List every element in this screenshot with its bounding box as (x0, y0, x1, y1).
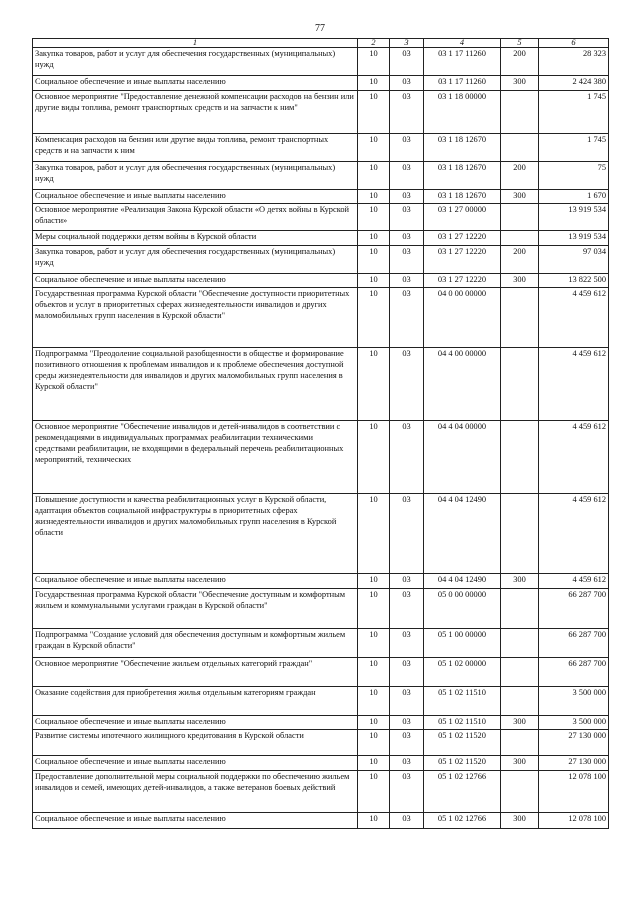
table-row (33, 91, 609, 134)
row-name: Повышение доступности и качества реабилитационных услуг в Курской области, адаптация объектов социальной инфраструктуры в приоритетных сферах жизнедеятельности инвалидов и других маломобильных групп населения в Курской области (33, 494, 358, 574)
subsection-code: 03 (390, 162, 424, 190)
table-row (33, 48, 609, 76)
target-article-code: 04 0 00 00000 (424, 288, 501, 348)
target-article-code: 05 1 02 11520 (424, 756, 501, 771)
expense-type-code (501, 204, 539, 231)
subsection-code: 03 (390, 494, 424, 574)
target-article-code: 05 1 02 11510 (424, 716, 501, 730)
target-article-code: 03 1 18 12670 (424, 134, 501, 162)
section-code: 10 (358, 756, 390, 771)
table-row (33, 348, 609, 421)
amount: 12 078 100 (539, 813, 609, 829)
column-number: 1 (33, 39, 358, 48)
row-name: Основное мероприятие «Реализация Закона Курской области «О детях войны в Курской области» (33, 204, 358, 231)
expense-type-code: 200 (501, 48, 539, 76)
section-code: 10 (358, 771, 390, 813)
amount: 27 130 000 (539, 756, 609, 771)
target-article-code: 04 4 04 12490 (424, 574, 501, 589)
expense-type-code: 200 (501, 162, 539, 190)
section-code: 10 (358, 246, 390, 274)
section-code: 10 (358, 274, 390, 288)
table-row (33, 730, 609, 756)
subsection-code: 03 (390, 246, 424, 274)
section-code: 10 (358, 48, 390, 76)
table-row (33, 687, 609, 716)
table-row (33, 494, 609, 574)
expense-type-code (501, 589, 539, 629)
subsection-code: 03 (390, 716, 424, 730)
subsection-code: 03 (390, 421, 424, 494)
expense-type-code (501, 494, 539, 574)
page-number: 77 (315, 23, 325, 34)
amount: 66 287 700 (539, 629, 609, 658)
amount: 1 745 (539, 134, 609, 162)
section-code: 10 (358, 421, 390, 494)
expense-type-code (501, 348, 539, 421)
table-row (33, 134, 609, 162)
section-code: 10 (358, 162, 390, 190)
row-name: Социальное обеспечение и иные выплаты населению (33, 574, 358, 589)
amount: 4 459 612 (539, 574, 609, 589)
amount: 4 459 612 (539, 348, 609, 421)
section-code: 10 (358, 629, 390, 658)
row-name: Основное мероприятие "Обеспечение жильем отдельных категорий граждан" (33, 658, 358, 687)
expense-type-code: 300 (501, 813, 539, 829)
column-number-row (33, 39, 609, 48)
subsection-code: 03 (390, 204, 424, 231)
amount: 4 459 612 (539, 421, 609, 494)
table-row (33, 190, 609, 204)
column-number: 2 (358, 39, 390, 48)
section-code: 10 (358, 204, 390, 231)
section-code: 10 (358, 134, 390, 162)
table-row (33, 658, 609, 687)
row-name: Основное мероприятие "Предоставление денежной компенсации расходов на бензин или другие виды топлива, ремонт транспортных средств и на запчасти к ним" (33, 91, 358, 134)
section-code: 10 (358, 716, 390, 730)
expense-type-code (501, 91, 539, 134)
subsection-code: 03 (390, 288, 424, 348)
amount: 3 500 000 (539, 687, 609, 716)
expense-type-code (501, 231, 539, 246)
section-code: 10 (358, 658, 390, 687)
target-article-code: 03 1 27 12220 (424, 274, 501, 288)
table-row (33, 716, 609, 730)
amount: 28 323 (539, 48, 609, 76)
table-row (33, 76, 609, 91)
target-article-code: 05 1 02 00000 (424, 658, 501, 687)
column-number: 5 (501, 39, 539, 48)
table-row (33, 574, 609, 589)
amount: 13 919 534 (539, 204, 609, 231)
section-code: 10 (358, 190, 390, 204)
subsection-code: 03 (390, 574, 424, 589)
subsection-code: 03 (390, 190, 424, 204)
amount: 2 424 380 (539, 76, 609, 91)
amount: 3 500 000 (539, 716, 609, 730)
target-article-code: 03 1 18 00000 (424, 91, 501, 134)
expense-type-code (501, 730, 539, 756)
subsection-code: 03 (390, 91, 424, 134)
section-code: 10 (358, 76, 390, 91)
subsection-code: 03 (390, 658, 424, 687)
target-article-code: 04 4 00 00000 (424, 348, 501, 421)
target-article-code: 03 1 27 00000 (424, 204, 501, 231)
subsection-code: 03 (390, 274, 424, 288)
target-article-code: 05 1 02 11520 (424, 730, 501, 756)
section-code: 10 (358, 494, 390, 574)
target-article-code: 05 0 00 00000 (424, 589, 501, 629)
section-code: 10 (358, 288, 390, 348)
table-row (33, 274, 609, 288)
amount: 97 034 (539, 246, 609, 274)
table-row (33, 204, 609, 231)
subsection-code: 03 (390, 813, 424, 829)
row-name: Подпрограмма "Преодоление социальной разобщенности в обществе и формирование позитивного отношения к проблемам инвалидов и к проблеме обеспечения доступной среды жизнедеятельности для инвалидов и других маломобильных групп населения в Курской области" (33, 348, 358, 421)
target-article-code: 03 1 27 12220 (424, 231, 501, 246)
row-name: Государственная программа Курской области "Обеспечение доступности приоритетных объектов и услуг в приоритетных сферах жизнедеятельности инвалидов и других маломобильных групп населения в Курской области" (33, 288, 358, 348)
table-row (33, 756, 609, 771)
table-row (33, 589, 609, 629)
row-name: Социальное обеспечение и иные выплаты населению (33, 756, 358, 771)
subsection-code: 03 (390, 756, 424, 771)
expense-type-code (501, 658, 539, 687)
amount: 12 078 100 (539, 771, 609, 813)
target-article-code: 03 1 18 12670 (424, 190, 501, 204)
expense-type-code (501, 771, 539, 813)
section-code: 10 (358, 348, 390, 421)
row-name: Государственная программа Курской области "Обеспечение доступным и комфортным жильем и коммунальными услугами граждан в Курской области" (33, 589, 358, 629)
column-number: 6 (539, 39, 609, 48)
expense-type-code: 300 (501, 716, 539, 730)
target-article-code: 05 1 02 12766 (424, 813, 501, 829)
section-code: 10 (358, 730, 390, 756)
expense-type-code (501, 629, 539, 658)
table-row (33, 231, 609, 246)
budget-table (32, 38, 609, 829)
row-name: Основное мероприятие "Обеспечение инвалидов и детей-инвалидов в соответствии с рекомендациями в индивидуальных программах реабилитации техническими средствами реабилитации, не входящими в федеральный перечень реабилитационных мероприятий, технических (33, 421, 358, 494)
subsection-code: 03 (390, 771, 424, 813)
row-name: Подпрограмма "Создание условий для обеспечения доступным и комфортным жильем граждан в Курской области" (33, 629, 358, 658)
row-name: Закупка товаров, работ и услуг для обеспечения государственных (муниципальных) нужд (33, 246, 358, 274)
expense-type-code (501, 687, 539, 716)
expense-type-code (501, 134, 539, 162)
expense-type-code: 300 (501, 574, 539, 589)
expense-type-code: 300 (501, 190, 539, 204)
target-article-code: 05 1 02 12766 (424, 771, 501, 813)
row-name: Социальное обеспечение и иные выплаты населению (33, 190, 358, 204)
table-row (33, 629, 609, 658)
subsection-code: 03 (390, 687, 424, 716)
target-article-code: 03 1 18 12670 (424, 162, 501, 190)
amount: 75 (539, 162, 609, 190)
expense-type-code: 200 (501, 246, 539, 274)
subsection-code: 03 (390, 231, 424, 246)
row-name: Социальное обеспечение и иные выплаты населению (33, 716, 358, 730)
expense-type-code: 300 (501, 756, 539, 771)
subsection-code: 03 (390, 589, 424, 629)
column-number: 3 (390, 39, 424, 48)
table-row (33, 421, 609, 494)
subsection-code: 03 (390, 348, 424, 421)
amount: 4 459 612 (539, 494, 609, 574)
row-name: Закупка товаров, работ и услуг для обеспечения государственных (муниципальных) нужд (33, 162, 358, 190)
subsection-code: 03 (390, 134, 424, 162)
amount: 1 745 (539, 91, 609, 134)
target-article-code: 03 1 17 11260 (424, 48, 501, 76)
row-name: Закупка товаров, работ и услуг для обеспечения государственных (муниципальных) нужд (33, 48, 358, 76)
section-code: 10 (358, 91, 390, 134)
table-row (33, 771, 609, 813)
amount: 27 130 000 (539, 730, 609, 756)
row-name: Оказание содействия для приобретения жилья отдельным категориям граждан (33, 687, 358, 716)
expense-type-code (501, 288, 539, 348)
amount: 66 287 700 (539, 589, 609, 629)
amount: 1 670 (539, 190, 609, 204)
row-name: Предоставление дополнительной меры социальной поддержки по обеспечению жильем инвалидов и семей, имеющих детей-инвалидов, а также ветеранов боевых действий (33, 771, 358, 813)
amount: 4 459 612 (539, 288, 609, 348)
expense-type-code (501, 421, 539, 494)
subsection-code: 03 (390, 76, 424, 91)
subsection-code: 03 (390, 730, 424, 756)
section-code: 10 (358, 687, 390, 716)
expense-type-code: 300 (501, 76, 539, 91)
target-article-code: 03 1 27 12220 (424, 246, 501, 274)
amount: 13 919 534 (539, 231, 609, 246)
target-article-code: 05 1 00 00000 (424, 629, 501, 658)
row-name: Социальное обеспечение и иные выплаты населению (33, 813, 358, 829)
subsection-code: 03 (390, 629, 424, 658)
table-row (33, 246, 609, 274)
amount: 13 822 500 (539, 274, 609, 288)
section-code: 10 (358, 231, 390, 246)
target-article-code: 04 4 04 12490 (424, 494, 501, 574)
table-row (33, 813, 609, 829)
table-row (33, 162, 609, 190)
table-row (33, 288, 609, 348)
expense-type-code: 300 (501, 274, 539, 288)
row-name: Компенсация расходов на бензин или другие виды топлива, ремонт транспортных средств и на запчасти к ним (33, 134, 358, 162)
target-article-code: 03 1 17 11260 (424, 76, 501, 91)
row-name: Социальное обеспечение и иные выплаты населению (33, 76, 358, 91)
row-name: Меры социальной поддержки детям войны в Курской области (33, 231, 358, 246)
subsection-code: 03 (390, 48, 424, 76)
column-number: 4 (424, 39, 501, 48)
row-name: Развитие системы ипотечного жилищного кредитования в Курской области (33, 730, 358, 756)
target-article-code: 04 4 04 00000 (424, 421, 501, 494)
row-name: Социальное обеспечение и иные выплаты населению (33, 274, 358, 288)
section-code: 10 (358, 574, 390, 589)
target-article-code: 05 1 02 11510 (424, 687, 501, 716)
section-code: 10 (358, 589, 390, 629)
amount: 66 287 700 (539, 658, 609, 687)
section-code: 10 (358, 813, 390, 829)
